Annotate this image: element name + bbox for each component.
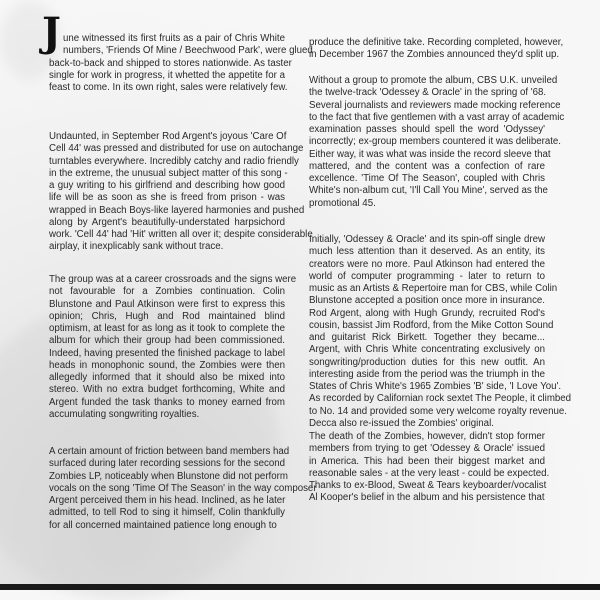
text-line: stereo. With no extra budget forthcoming, White and [49, 384, 285, 396]
text-line: single for work in progress, it whetted the appetite for a [49, 69, 285, 81]
text-line: allegedly informed that it should also be mixed into [49, 372, 285, 383]
text-line: life will be as soon as she is freed from prison - was [49, 192, 285, 204]
text-line: excellence. 'Time Of The Season', coupled with Chris [309, 173, 545, 184]
text-line: Initially, 'Odessey & Oracle' and its spin-off single drew [309, 234, 545, 245]
text-line: for all concerned maintained patience long enough to [49, 519, 277, 531]
text-line: incorrectly; ex-group members countered it was deliberate. [309, 136, 561, 148]
text-line: much less attention than it deserved. As an entity, its [309, 246, 545, 258]
text-line: mattered, and the content was a confection of rare [309, 160, 545, 172]
text-line: Cell 44' was pressed and distributed for use on autochange [49, 143, 304, 155]
text-line: feast to come. In its own right, sales were relatively few. [49, 82, 288, 93]
text-line: White's non-album cut, 'I'll Call You Mine', served as the [309, 185, 548, 197]
text-line: back-to-back and shipped to stores nationwide. As taster [49, 57, 292, 69]
text-line: wrapped in Beach Boys-like layered harmonies and pushed [49, 204, 305, 216]
drop-cap: J [42, 9, 61, 56]
text-line: A certain amount of friction between band members had [49, 446, 290, 457]
text-line: Blunstone and Paul Atkinson were first to express this [49, 298, 285, 310]
text-line: Zombies LP, noticeably when Blunstone did not perform [49, 470, 288, 482]
text-line: admitted, to tell Rod to sing it himself, Colin thankfully [49, 507, 285, 519]
text-line: not favourable for a Zombies continuation. Colin [49, 286, 285, 298]
text-line: Without a group to promote the album, CBS U.K. unveiled [309, 75, 558, 86]
text-line: Either way, it was what was inside the record sleeve that [309, 148, 551, 160]
text-line: opinion; Chris, Hugh and Rod maintained blind [49, 310, 285, 322]
text-line: airplay, it inexplicably sank without trace. [49, 241, 224, 253]
text-line: heads in monophonic sound, the Zombies were then [49, 359, 285, 371]
paragraph [49, 446, 317, 532]
text-line: work. 'Cell 44' had 'Hit' written all over it; despite considerable [49, 229, 313, 240]
paragraph [309, 431, 550, 505]
paragraph [309, 37, 564, 62]
right-column [309, 0, 572, 590]
text-line: world of computer programming - later to return to [309, 270, 545, 282]
text-line: members from trying to get 'Odessey & Oracle' issued [309, 443, 545, 455]
text-line: reasonable sales - at the very least - could be expected. [309, 467, 550, 479]
text-line: interesting aside from the period was the triumph in the [309, 368, 545, 380]
text-line: produce the definitive take. Recording completed, however, [309, 37, 564, 48]
text-line: songwriting/production duties for this new outfit. An [309, 356, 545, 368]
text-line: surfaced during later recording sessions for the second [49, 458, 285, 470]
page-edge [0, 584, 600, 590]
text-line: As recorded by Californian rock sextet The People, it climbed [309, 393, 572, 405]
text-line: Argent perceived them in his head. Inclined, as he later [49, 495, 286, 506]
text-line: Indeed, having presented the finished package to label [49, 347, 285, 359]
text-line: promotional 45. [309, 197, 376, 209]
text-line: Thanks to ex-Blood, Sweat & Tears keyboarder/vocalist [309, 480, 547, 491]
text-line: album for which their group had been commissioned. [49, 335, 285, 347]
text-line: to No. 14 and provided some very welcome royalty revenue. [309, 405, 567, 417]
text-line: The group was at a career crossroads and the signs were [49, 274, 297, 285]
text-line: cousin, bassist Jim Rodford, from the Mike Cotton Sound [309, 319, 554, 331]
text-line: Blunstone accepted a position once more in insurance. [309, 295, 545, 307]
text-line: Argent funded the task thanks to money earned from [49, 396, 285, 408]
text-line: creators were no more. Paul Atkinson had entered the [309, 258, 545, 270]
text-line: music as an Artists & Repertoire man for CBS, while Colin [309, 283, 558, 294]
text-line: along by Argent's beautifully-understated harpsichord [49, 216, 285, 228]
text-line: in America. This had been their biggest market and [309, 455, 545, 467]
text-line: Rod Argent, along with Hugh Grundy, recruited Rod's [309, 307, 545, 319]
text-line: Several journalists and reviewers made mocking reference [309, 99, 561, 111]
text-line: and guitarist Rick Birkett. Together they became... [309, 332, 545, 343]
text-line: Argent, with Chris White concentrating exclusively on [309, 344, 545, 356]
text-line: examination passes should spell the word 'Odyssey' [309, 124, 545, 135]
text-line: vocals on the song 'Time Of The Season' in the way composer [49, 482, 317, 494]
text-line: Al Kooper's belief in the album and his persistence that [309, 492, 545, 504]
paragraph [309, 234, 572, 430]
text-line: the twelve-track 'Odessey & Oracle' in the spring of '68. [309, 87, 547, 99]
text-line: States of Chris White's 1965 Zombies 'B' side, 'I Love You'. [309, 381, 562, 392]
text-line: to the fact that five gentlemen with a vast array of academic [309, 111, 565, 123]
text-line: accumulating songwriting royalties. [49, 408, 200, 420]
text-line: Undaunted, in September Rod Argent's joyous 'Care Of [49, 131, 287, 142]
paragraph [309, 75, 565, 210]
paragraph [49, 274, 297, 421]
text-line: a guy writing to his girlfriend and describing how good [49, 180, 285, 191]
left-column [49, 0, 317, 590]
paragraph [49, 33, 313, 94]
text-line: numbers, 'Friends Of Mine / Beechwood Park', were glued [63, 45, 313, 57]
text-line: in December 1967 the Zombies announced they'd split up. [309, 49, 560, 61]
text-line: turntables everywhere. Incredibly catchy and radio friendly [49, 155, 299, 167]
text-line: in the extreme, the unusual subject matter of this song - [49, 167, 288, 179]
text-line: une witnessed its first fruits as a pair of Chris White [63, 33, 285, 44]
text-line: The death of the Zombies, however, didn't stop former [309, 431, 545, 442]
text-line: Decca also re-issued the Zombies' original. [309, 417, 494, 429]
text-line: optimism, at least for as long as it took to complete the [49, 323, 285, 334]
paragraph [49, 131, 313, 254]
